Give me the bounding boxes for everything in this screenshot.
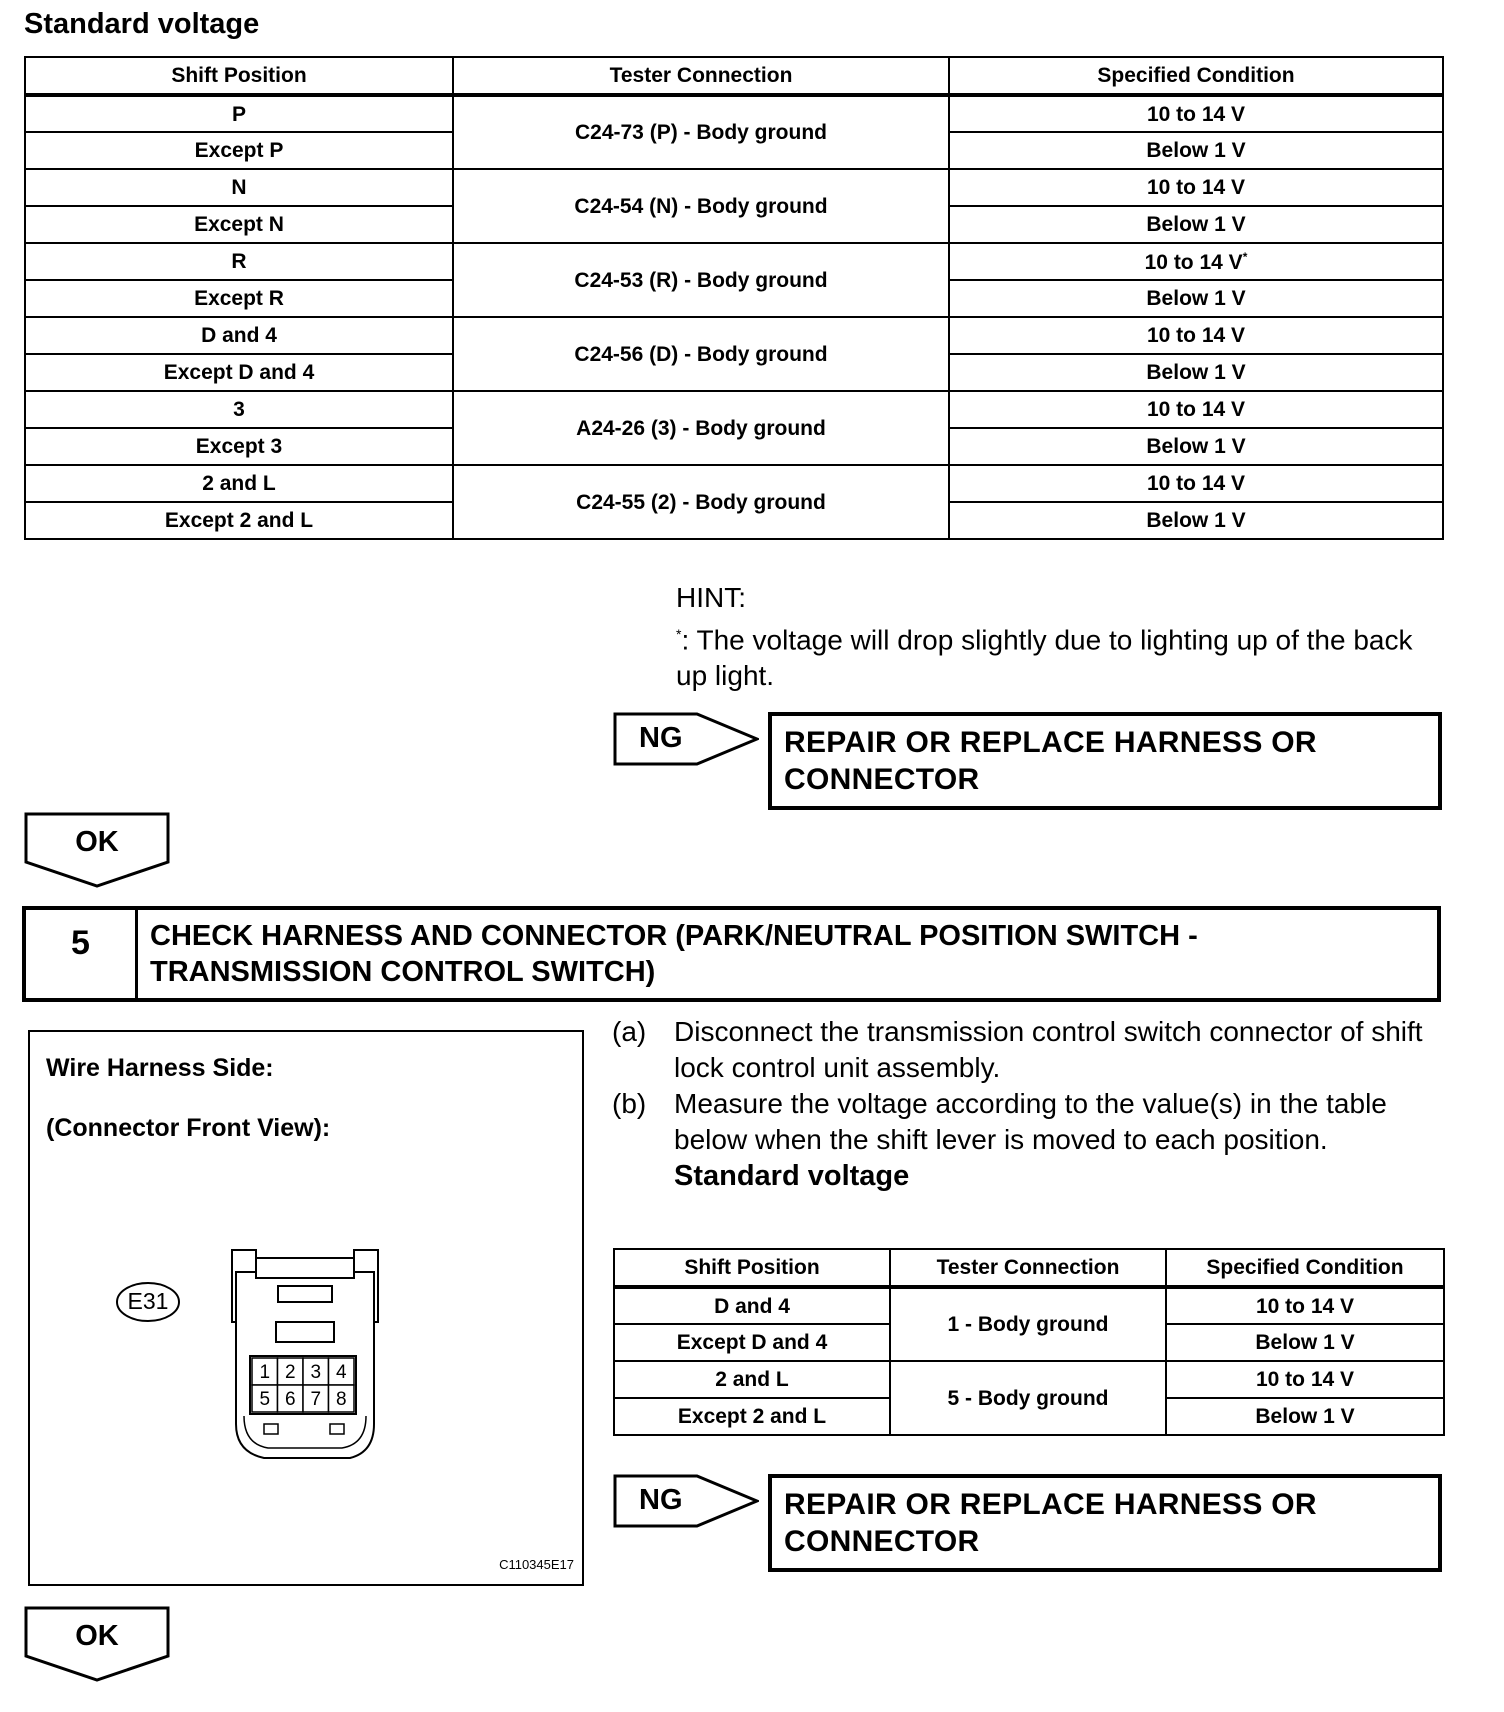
ok-label: OK — [75, 826, 119, 858]
step-b — [612, 1086, 1442, 1158]
tester-connection-cell: 5 - Body ground — [890, 1361, 1166, 1435]
specified-condition-cell — [949, 95, 1443, 132]
ok-arrow — [24, 812, 170, 888]
condition-value: 10 to 14 V — [1146, 398, 1246, 421]
table-row — [25, 317, 1443, 354]
connector-drawing — [30, 1032, 582, 1584]
connector-pin-number: 6 — [284, 1389, 296, 1410]
col-header-tester-connection: Tester Connection — [453, 57, 949, 95]
shift-position-cell: Except D and 4 — [614, 1324, 890, 1361]
shift-position-cell: Except R — [25, 280, 453, 317]
figure-label-front-view: (Connector Front View): — [46, 1114, 331, 1142]
shift-position-cell: P — [25, 95, 453, 132]
table-row — [614, 1361, 1444, 1398]
specified-condition-cell — [1166, 1287, 1444, 1324]
figure-code: C110345E17 — [499, 1557, 574, 1572]
standard-voltage-table-2 — [613, 1248, 1445, 1436]
ng-arrow-shape — [613, 1474, 759, 1528]
specified-condition-cell: Below 1 V — [949, 354, 1443, 391]
shift-position-cell: Except P — [25, 132, 453, 169]
specified-condition-cell: Below 1 V — [949, 280, 1443, 317]
specified-condition-cell: Below 1 V — [1166, 1324, 1444, 1361]
step-title: CHECK HARNESS AND CONNECTOR (PARK/NEUTRAL POSITION SWITCH - TRANSMISSION CONTROL SWITCH) — [150, 920, 1198, 988]
table-row — [25, 169, 1443, 206]
tester-connection-cell: C24-54 (N) - Body ground — [453, 169, 949, 243]
shift-position-cell: D and 4 — [614, 1287, 890, 1324]
hint-body: : The voltage will drop slightly due to lighting up of the back up light. — [676, 624, 1413, 692]
shift-position-cell: 2 and L — [614, 1361, 890, 1398]
connector-figure — [28, 1030, 584, 1586]
shift-position-cell: D and 4 — [25, 317, 453, 354]
shift-position-cell: Except N — [25, 206, 453, 243]
specified-condition-cell: Below 1 V — [949, 502, 1443, 539]
specified-condition-cell — [1166, 1361, 1444, 1398]
condition-value: 10 to 14 V — [1146, 472, 1246, 495]
repair-box-2: REPAIR OR REPLACE HARNESS OR CONNECTOR — [768, 1474, 1442, 1572]
step-a — [612, 1014, 1442, 1086]
shift-position-cell: 3 — [25, 391, 453, 428]
table-row — [25, 95, 1443, 132]
hint-title: HINT: — [676, 582, 746, 613]
standard-voltage-table — [24, 56, 1444, 540]
condition-value: 10 to 14 V — [1255, 1368, 1355, 1391]
table-row — [25, 243, 1443, 280]
ng-label: NG — [639, 1484, 683, 1516]
condition-value: 10 to 14 V — [1146, 324, 1246, 347]
shift-position-cell: Except 3 — [25, 428, 453, 465]
tester-connection-cell: C24-55 (2) - Body ground — [453, 465, 949, 539]
col-header-tester-connection: Tester Connection — [890, 1249, 1166, 1287]
standard-voltage-heading: Standard voltage — [24, 8, 260, 40]
specified-condition-cell: Below 1 V — [949, 132, 1443, 169]
step-b-mark: (b) — [612, 1088, 647, 1119]
shift-position-cell: N — [25, 169, 453, 206]
col-header-specified-condition: Specified Condition — [949, 57, 1443, 95]
step-number: 5 — [26, 910, 138, 998]
shift-position-cell: Except 2 and L — [25, 502, 453, 539]
connector-pin-number: 7 — [310, 1389, 322, 1410]
ng-arrow-shape — [613, 712, 759, 766]
shift-position-cell: R — [25, 243, 453, 280]
standard-voltage-heading-2: Standard voltage — [674, 1160, 910, 1192]
hint-asterisk: * — [676, 626, 682, 642]
condition-asterisk: * — [1242, 249, 1248, 264]
specified-condition-cell — [949, 465, 1443, 502]
connector-pin-number: 4 — [335, 1362, 347, 1383]
connector-pin-number: 1 — [259, 1362, 271, 1383]
procedure-steps — [612, 1014, 1442, 1194]
tester-connection-cell: 1 - Body ground — [890, 1287, 1166, 1361]
hint-block — [676, 580, 1426, 694]
connector-pin-number: 5 — [259, 1389, 271, 1410]
step-a-mark: (a) — [612, 1016, 647, 1047]
tester-connection-cell: A24-26 (3) - Body ground — [453, 391, 949, 465]
col-header-shift-position: Shift Position — [25, 57, 453, 95]
repair-box: REPAIR OR REPLACE HARNESS OR CONNECTOR — [768, 712, 1442, 810]
tester-connection-cell: C24-53 (R) - Body ground — [453, 243, 949, 317]
table-row — [614, 1287, 1444, 1324]
ng-arrow — [613, 712, 759, 766]
ok-arrow-2 — [24, 1606, 170, 1682]
shift-position-cell: Except 2 and L — [614, 1398, 890, 1435]
specified-condition-cell — [949, 317, 1443, 354]
ng-label: NG — [639, 722, 683, 754]
connector-key — [276, 1322, 334, 1342]
hint-text — [676, 616, 1426, 694]
connector-pin-number: 2 — [284, 1362, 296, 1383]
connector-pin-number: 8 — [335, 1389, 347, 1410]
specified-condition-cell — [949, 169, 1443, 206]
table-row — [25, 391, 1443, 428]
table-row — [25, 465, 1443, 502]
shift-position-cell: 2 and L — [25, 465, 453, 502]
connector-pin-number: 3 — [310, 1362, 322, 1383]
specified-condition-cell: Below 1 V — [1166, 1398, 1444, 1435]
connector-id-label: E31 — [127, 1288, 169, 1314]
step-5-header — [22, 906, 1441, 1002]
figure-label-wire-harness: Wire Harness Side: — [46, 1054, 274, 1082]
col-header-specified-condition: Specified Condition — [1166, 1249, 1444, 1287]
specified-condition-cell — [949, 243, 1443, 280]
ok-label: OK — [75, 1620, 119, 1652]
condition-value: 10 to 14 V — [1146, 176, 1246, 199]
connector-top-latch — [256, 1258, 354, 1278]
condition-value: 10 to 14 V — [1144, 250, 1243, 274]
condition-value: 10 to 14 V — [1255, 1294, 1355, 1318]
ng-arrow-2 — [613, 1474, 759, 1528]
specified-condition-cell — [949, 391, 1443, 428]
shift-position-cell: Except D and 4 — [25, 354, 453, 391]
step-b-text: Measure the voltage according to the value(s) in the table below when the shift lever is moved to each position. — [674, 1088, 1387, 1155]
specified-condition-cell: Below 1 V — [949, 206, 1443, 243]
tester-connection-cell: C24-56 (D) - Body ground — [453, 317, 949, 391]
tester-connection-cell: C24-73 (P) - Body ground — [453, 95, 949, 169]
specified-condition-cell: Below 1 V — [949, 428, 1443, 465]
col-header-shift-position: Shift Position — [614, 1249, 890, 1287]
step-a-text: Disconnect the transmission control switch connector of shift lock control unit assembly. — [674, 1016, 1423, 1083]
condition-value: 10 to 14 V — [1146, 102, 1246, 126]
